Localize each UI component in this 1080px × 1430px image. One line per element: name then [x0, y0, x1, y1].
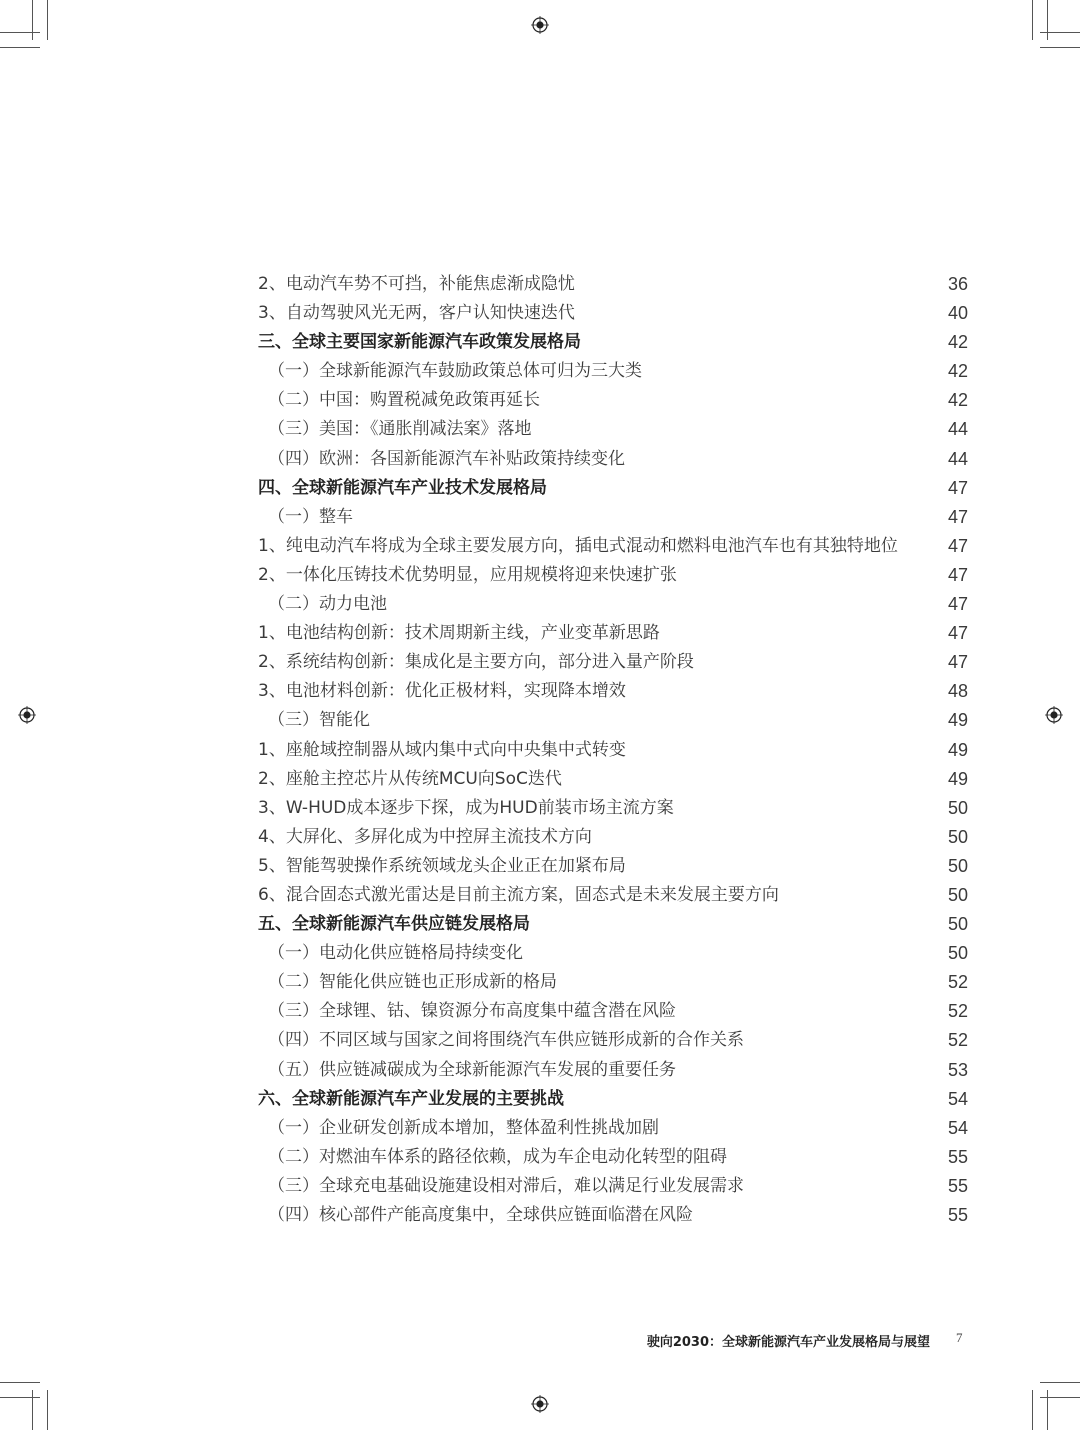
crop-mark: [1040, 1397, 1080, 1398]
registration-mark-icon: [531, 1395, 549, 1413]
toc-entry-page: 54: [947, 1117, 968, 1138]
toc-entry-title: 五、全球新能源汽车供应链发展格局: [258, 914, 530, 935]
crop-mark: [0, 1397, 40, 1398]
toc-entry[interactable]: [258, 852, 968, 881]
toc-entry-title: （二）动力电池: [268, 594, 387, 615]
toc-entry-title: 1、电池结构创新：技术周期新主线，产业变革新思路: [258, 623, 660, 644]
toc-entry-page: 40: [947, 303, 968, 324]
toc-entry-title: （一）整车: [268, 506, 353, 527]
toc-entry-title: 2、一体化压铸技术优势明显，应用规模将迎来快速扩张: [258, 564, 677, 585]
toc-entry-title: （一）企业研发创新成本增加，整体盈利性挑战加剧: [268, 1117, 659, 1138]
toc-heading[interactable]: [258, 1085, 968, 1114]
toc-entry[interactable]: [258, 1114, 968, 1143]
toc-entry-page: 47: [947, 506, 968, 527]
crop-mark: [47, 0, 48, 40]
registration-mark-icon: [531, 16, 549, 34]
crop-mark: [0, 1382, 40, 1383]
toc-entry[interactable]: [258, 765, 968, 794]
toc-entry-page: 54: [947, 1088, 968, 1109]
toc-entry-page: 47: [947, 652, 968, 673]
toc-entry[interactable]: [258, 561, 968, 590]
toc-entry-title: 四、全球新能源汽车产业技术发展格局: [258, 477, 547, 498]
toc-entry[interactable]: [258, 270, 968, 299]
toc-entry[interactable]: [258, 677, 968, 706]
toc-entry-title: 3、自动驾驶风光无两，客户认知快速迭代: [258, 303, 575, 324]
toc-entry[interactable]: [258, 736, 968, 765]
toc-entry[interactable]: [258, 590, 968, 619]
toc-heading[interactable]: [258, 474, 968, 503]
toc-entry-page: 50: [947, 914, 968, 935]
toc-entry-title: 5、智能驾驶操作系统领域龙头企业正在加紧布局: [258, 855, 626, 876]
crop-mark: [1040, 1382, 1080, 1383]
toc-entry-title: 3、电池材料创新：优化正极材料，实现降本增效: [258, 681, 626, 702]
toc-entry-page: 49: [947, 710, 968, 731]
toc-heading[interactable]: [258, 328, 968, 357]
toc-entry[interactable]: [258, 619, 968, 648]
crop-mark: [32, 0, 33, 40]
toc-entry-page: 47: [947, 564, 968, 585]
toc-entry-page: 42: [947, 332, 968, 353]
toc-entry-title: （三）智能化: [268, 710, 370, 731]
toc-entry[interactable]: [258, 706, 968, 735]
toc-entry-page: 55: [947, 1205, 968, 1225]
toc-entry-page: 50: [947, 943, 968, 964]
toc-entry-page: 47: [947, 623, 968, 644]
toc-entry[interactable]: [258, 939, 968, 968]
toc-entry-title: （三）全球充电基础设施建设相对滞后，难以满足行业发展需求: [268, 1175, 744, 1196]
crop-mark: [0, 47, 40, 48]
toc-heading[interactable]: [258, 910, 968, 939]
toc-entry-page: 47: [947, 535, 968, 556]
toc-entry-title: 六、全球新能源汽车产业发展的主要挑战: [258, 1088, 564, 1109]
toc-entry-page: 53: [947, 1059, 968, 1080]
footer-page-number: 7: [956, 1330, 963, 1345]
toc-entry-title: （一）电动化供应链格局持续变化: [268, 943, 523, 964]
toc-entry-page: 50: [947, 797, 968, 818]
toc-entry-page: 49: [947, 739, 968, 760]
toc-entry-title: （二）智能化供应链也正形成新的格局: [268, 972, 557, 993]
toc-entry[interactable]: [258, 1143, 968, 1172]
toc-entry-title: 1、座舱域控制器从域内集中式向中央集中式转变: [258, 739, 626, 760]
toc-entry-title: （二）中国：购置税减免政策再延长: [268, 390, 540, 411]
toc-entry-title: （四）欧洲：各国新能源汽车补贴政策持续变化: [268, 448, 625, 469]
registration-mark-icon: [1045, 706, 1063, 724]
toc-entry[interactable]: [258, 794, 968, 823]
crop-mark: [47, 1390, 48, 1430]
toc-entry-title: （一）全球新能源汽车鼓励政策总体可归为三大类: [268, 361, 642, 382]
toc-entry-page: 42: [947, 390, 968, 411]
crop-mark: [1047, 0, 1048, 40]
toc-entry[interactable]: [258, 532, 968, 561]
toc-entry-page: 55: [947, 1175, 968, 1196]
toc-entry[interactable]: [258, 1172, 968, 1201]
toc-entry[interactable]: [258, 823, 968, 852]
toc-entry-title: （二）对燃油车体系的路径依赖，成为车企电动化转型的阻碍: [268, 1146, 727, 1167]
toc-entry[interactable]: [258, 997, 968, 1026]
table-of-contents: [258, 270, 968, 1230]
toc-entry[interactable]: [258, 1201, 968, 1230]
toc-entry-page: 36: [947, 274, 968, 294]
toc-entry-title: 2、座舱主控芯片从传统MCU向SoC迭代: [258, 768, 562, 789]
toc-entry[interactable]: [258, 503, 968, 532]
toc-entry-page: 42: [947, 361, 968, 382]
toc-entry-page: 52: [947, 1001, 968, 1022]
toc-entry-page: 49: [947, 768, 968, 789]
toc-entry[interactable]: [258, 415, 968, 444]
toc-entry-title: 2、系统结构创新：集成化是主要方向，部分进入量产阶段: [258, 652, 694, 673]
toc-entry[interactable]: [258, 299, 968, 328]
toc-entry-title: 1、纯电动汽车将成为全球主要发展方向，插电式混动和燃料电池汽车也有其独特地位: [258, 535, 898, 556]
toc-entry-title: （四）不同区域与国家之间将围绕汽车供应链形成新的合作关系: [268, 1030, 744, 1051]
toc-entry-title: （五）供应链减碳成为全球新能源汽车发展的重要任务: [268, 1059, 676, 1080]
toc-entry-page: 55: [947, 1146, 968, 1167]
toc-entry-title: 三、全球主要国家新能源汽车政策发展格局: [258, 332, 581, 353]
toc-entry[interactable]: [258, 648, 968, 677]
crop-mark: [0, 32, 40, 33]
toc-entry-page: 50: [947, 855, 968, 876]
toc-entry[interactable]: [258, 357, 968, 386]
registration-mark-icon: [18, 706, 36, 724]
toc-entry-page: 44: [947, 448, 968, 469]
crop-mark: [1032, 0, 1033, 40]
crop-mark: [1040, 47, 1080, 48]
toc-entry-page: 44: [947, 419, 968, 440]
toc-entry-title: （三）全球锂、钴、镍资源分布高度集中蕴含潜在风险: [268, 1001, 676, 1022]
crop-mark: [32, 1390, 33, 1430]
toc-entry[interactable]: [258, 386, 968, 415]
toc-entry-page: 47: [947, 594, 968, 615]
toc-entry-title: 3、W-HUD成本逐步下探，成为HUD前装市场主流方案: [258, 797, 674, 818]
toc-entry-page: 50: [947, 826, 968, 847]
toc-entry[interactable]: [258, 445, 968, 474]
crop-mark: [1032, 1390, 1033, 1430]
footer-title: 驶向2030：全球新能源汽车产业发展格局与展望: [646, 1335, 930, 1350]
toc-entry[interactable]: [258, 968, 968, 997]
toc-entry-title: 2、电动汽车势不可挡，补能焦虑渐成隐忧: [258, 274, 575, 294]
toc-entry-page: 47: [947, 477, 968, 498]
toc-entry-title: 4、大屏化、多屏化成为中控屏主流技术方向: [258, 826, 592, 847]
crop-mark: [1047, 1390, 1048, 1430]
crop-mark: [1040, 32, 1080, 33]
toc-entry-page: 50: [947, 884, 968, 905]
toc-entry-title: （四）核心部件产能高度集中，全球供应链面临潜在风险: [268, 1205, 693, 1225]
toc-entry-title: 6、混合固态式激光雷达是目前主流方案，固态式是未来发展主要方向: [258, 884, 779, 905]
toc-entry-page: 48: [947, 681, 968, 702]
toc-entry-page: 52: [947, 972, 968, 993]
toc-entry[interactable]: [258, 1056, 968, 1085]
toc-entry[interactable]: [258, 1026, 968, 1055]
toc-entry[interactable]: [258, 881, 968, 910]
toc-entry-page: 52: [947, 1030, 968, 1051]
toc-entry-title: （三）美国：《通胀削减法案》落地: [268, 419, 532, 440]
